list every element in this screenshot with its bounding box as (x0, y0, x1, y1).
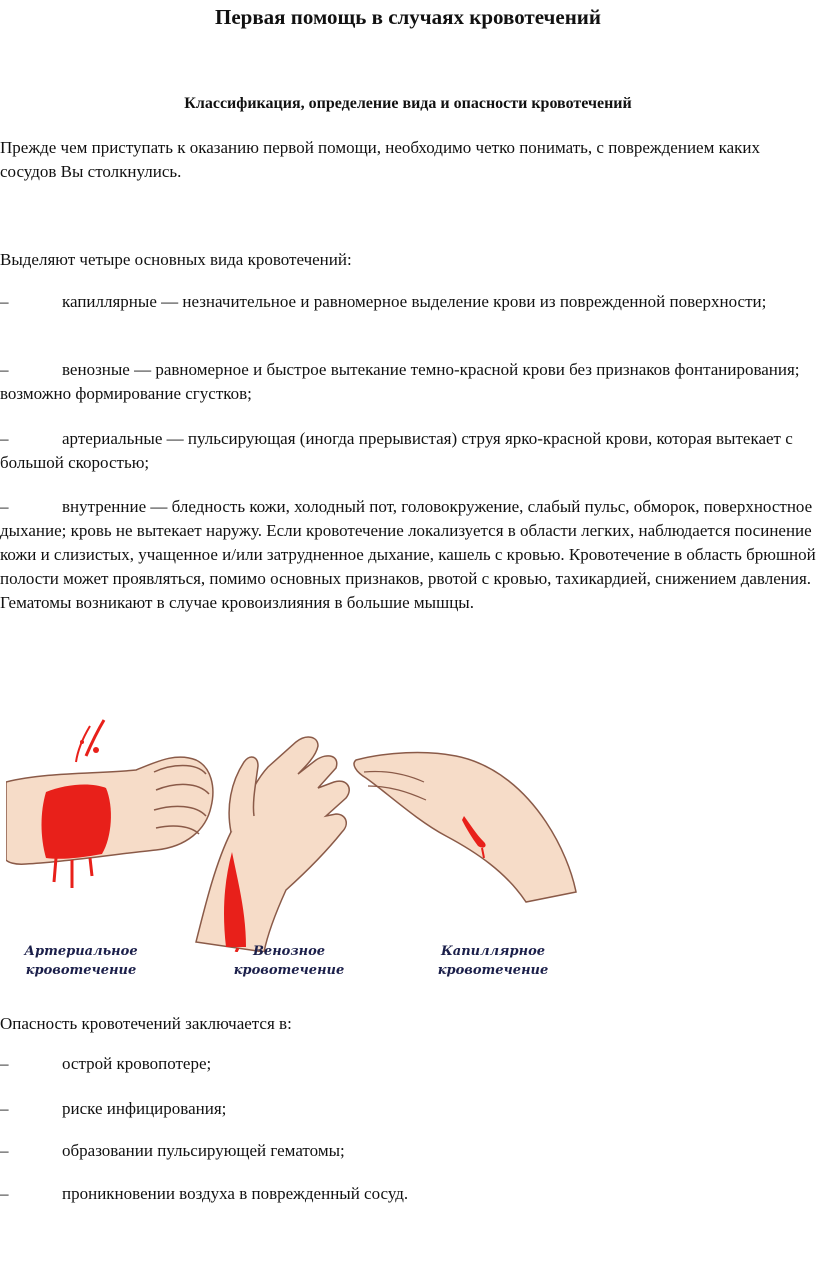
bullet-capillary (0, 290, 816, 314)
bullet-dash: – (0, 1141, 9, 1160)
hands-drawing (6, 712, 586, 952)
figure-label-capillary: Капиллярное кровотечение (437, 944, 549, 978)
bullet-dash: – (0, 360, 9, 379)
bullet-dash: – (0, 292, 9, 311)
bullet-text: образовании пульсирующей гематомы; (62, 1141, 345, 1160)
danger-item (0, 1139, 816, 1163)
bullet-text: капиллярные — незначительное и равномерное выделение крови из поврежденной поверхности; (62, 292, 767, 311)
page-title: Первая помощь в случаях кровотечений (215, 5, 601, 29)
bullet-text: артериальные — пульсирующая (иногда прерывистая) струя ярко-красной крови, которая вытекает с большой скоростью; (0, 429, 793, 472)
figure-label-venous: Венозное кровотечение (233, 944, 345, 978)
bullet-text: риске инфицирования; (62, 1099, 227, 1118)
bullet-dash: – (0, 1054, 9, 1073)
bullet-arterial (0, 427, 816, 475)
danger-item (0, 1182, 816, 1206)
intro-paragraph: Прежде чем приступать к оказанию первой помощи, необходимо четко понимать, с повреждением каких сосудов Вы столкнулись. (0, 138, 760, 181)
bullet-text: проникновении воздуха в поврежденный сосуд. (62, 1184, 409, 1203)
arterial-hand-drawing (6, 720, 213, 888)
danger-item (0, 1097, 816, 1121)
bullet-text: острой кровопотере; (62, 1054, 212, 1073)
bullet-internal (0, 495, 816, 615)
bullet-text: внутренние — бледность кожи, холодный пот, головокружение, слабый пульс, обморок, поверхностное дыхание; кровь не вытекает наружу. Если кровотечение локализуется в области легких, наблюдается посинение кожи и слизистых, учащенное и/или затрудненное дыхание, кашель с кровью. Кровотечение в область брюшной полости может проявляться, помимо основных признаков, рвотой с кровью, тахикардией, снижением давления. Гематомы возникают в случае кровоизлияния в большие мышцы. (0, 497, 816, 612)
bleeding-types-illustration (6, 712, 586, 988)
capillary-hand-drawing (354, 753, 576, 902)
bullet-venous (0, 358, 816, 406)
bullet-dash: – (0, 429, 9, 448)
bullet-dash: – (0, 1184, 9, 1203)
types-intro: Выделяют четыре основных вида кровотечений: (0, 250, 352, 269)
figure-label-arterial: Артериальное кровотечение (24, 944, 138, 978)
danger-intro: Опасность кровотечений заключается в: (0, 1014, 292, 1033)
venous-hand-drawing (196, 737, 349, 952)
bullet-dash: – (0, 497, 9, 516)
bullet-dash: – (0, 1099, 9, 1118)
danger-item (0, 1052, 816, 1076)
bullet-text: венозные — равномерное и быстрое вытекание темно-красной крови без признаков фонтанирования; возможно формирование сгустков; (0, 360, 800, 403)
section-subtitle: Классификация, определение вида и опасности кровотечений (184, 95, 632, 112)
